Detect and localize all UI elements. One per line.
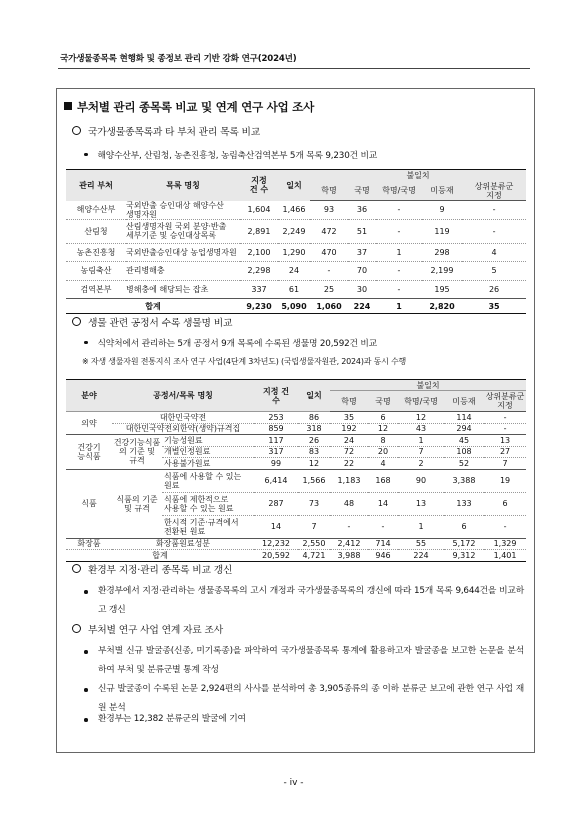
table-row: 식품에 제한적으로 사용할 수 있는 원료 287 73 48 14 13 133 6 [66,492,526,515]
col-list: 목록 명칭 [126,170,240,201]
col-match: 일치 [298,380,330,412]
note: ※ 자생 생물자원 전통지식 조사 연구 사업(4단계 3차년도) (국립생물자원관, 2024)과 동시 수행 [82,357,407,366]
table-row: 사용불가원료 99 12 22 4 2 52 7 [66,458,526,470]
table-row: 산림청 산림생명자원 국외 분양·반출 세부기준 및 승인대상목록 2,891 2,249 472 51 - 119 - [66,219,526,243]
col-sci: 학명 [330,391,368,412]
group-food: 식품 [66,469,112,538]
dot-bullet-icon [84,341,88,345]
col-mismatch: 불일치 [310,170,526,182]
col-kor: 국명 [348,181,376,201]
table-row: 대한민국약전외한약(생약)규격집 859 318 192 12 43 294 - [66,423,526,435]
col-both: 학명/국명 [398,391,444,412]
dot-bullet-icon [84,650,88,654]
page-number: - iv - [283,778,304,788]
pharmacopoeia-comparison-table [66,379,526,562]
table-row: 의약 대한민국약전 253 86 35 6 12 114 - [66,412,526,424]
dot-bullet-icon [84,153,88,157]
col-higher: 상위분류군 지정 [485,392,525,410]
col-field: 분야 [66,380,112,412]
table-row: 건강기 능식품 건강기능식품 의 기준 및 규격 기능성원료 117 26 24 8 1 45 13 [66,435,526,447]
col-list: 공정서/목록 명칭 [112,380,254,412]
col-unlisted: 미등재 [422,181,462,201]
circle-bullet-icon [72,624,81,633]
table-row: 해양수산부 국외반출 승인대상 해양수산 생명자원 1,604 1,466 93 36 - 9 - [66,201,526,220]
table-total-row: 합계 20,592 4,721 3,988 946 224 9,312 1,401 [66,550,526,562]
bullet-5: 신규 발굴종이 수록된 논문 2,924편의 사사를 분석하여 총 3,905종류의 종 이하 분류군 보고에 관한 연구 사업 재원 분석 [84,680,524,718]
table-header-row [66,380,526,391]
col-kor: 국명 [368,391,398,412]
dot-bullet-icon [84,590,88,594]
col-mismatch: 불일치 [330,380,526,391]
col-ministry: 관리 부처 [66,170,126,201]
circle-bullet-icon [72,317,81,326]
circle-bullet-icon [72,126,81,135]
section-title: 부처별 관리 종목록 비교 및 연계 연구 사업 조사 [64,99,314,115]
bullet-3: 환경부에서 지정·관리하는 생물종목록의 고시 개정과 국가생물종목록의 갱신에 따라 15개 목록 9,644건을 비교하고 갱신 [84,582,524,620]
table-row: 화장품 화장품원료성분 12,232 2,550 2,412 714 55 5,172 1,329 [66,538,526,550]
col-both: 학명/국명 [376,181,422,201]
group-food-sub: 식품의 기준 및 규격 [112,469,162,538]
dot-bullet-icon [84,718,88,722]
subheading-3: 환경부 지정·관리 종목록 비교 갱신 [72,562,232,576]
bullet-4: 부처별 신규 발굴종(신종, 미기록종)을 파악하여 국가생물종목록 통계에 활용하고자 발굴종을 보고한 논문을 분석하여 부처 및 분류군별 통계 작성 [84,642,524,680]
running-header: 국가생물종목록 현행화 및 종정보 관리 기반 강화 연구(2024년) [60,54,297,64]
col-sci: 학명 [310,181,348,201]
subheading-2: 생물 관련 공정서 수록 생물명 비교 [72,315,232,329]
table-header-row [66,170,526,182]
bullet-2: 식약처에서 관리하는 5개 공정서 9개 목록에 수록된 생물명 20,592건 비교 [84,336,377,349]
bullet-1: 해양수산부, 산림청, 농촌진흥청, 농림축산검역본부 5개 목록 9,230건 비교 [84,148,377,161]
group-health-sub: 건강기능식품 의 기준 및 규격 [112,435,162,470]
circle-bullet-icon [72,564,81,573]
subheading-4: 부처별 연구 사업 연계 자료 조사 [72,622,223,636]
col-designated: 지정 건 수 [240,170,278,201]
col-match: 일치 [278,170,310,201]
group-cosmetics: 화장품 [66,538,112,550]
table-row: 한시적 기준·규격에서 전환된 원료 14 7 - - 1 6 - [66,515,526,538]
table-total-row: 합계 9,230 5,090 1,060 224 1 2,820 35 [66,299,526,314]
col-designated: 지정 건 수 [254,380,298,412]
dot-bullet-icon [84,688,88,692]
table-row: 개별인정원료 317 83 72 20 7 108 27 [66,446,526,458]
group-medicine: 의약 [66,412,112,435]
col-higher: 상위분류군 지정 [462,181,526,201]
col-unlisted: 미등재 [444,391,484,412]
bullet-6: 환경부는 12,382 분류군의 발굴에 기여 [84,710,524,729]
header-rule [58,68,530,69]
table-row: 식품 식품의 기준 및 규격 식품에 사용할 수 있는 원료 6,414 1,566 1,183 168 90 3,388 19 [66,469,526,492]
table-row: 검역본부 병해충에 해당되는 잡초 337 61 25 30 - 195 26 [66,280,526,299]
table-row: 농촌진흥청 국외반출승인대상 농업생명자원 2,100 1,290 470 37 1 298 4 [66,243,526,262]
square-bullet-icon [64,102,72,110]
table-row: 농림축산 관리병해충 2,298 24 - 70 - 2,199 5 [66,262,526,281]
subheading-1: 국가생물종목록과 타 부처 관리 목록 비교 [72,124,260,138]
group-health: 건강기 능식품 [66,435,112,470]
ministry-comparison-table [66,169,526,314]
